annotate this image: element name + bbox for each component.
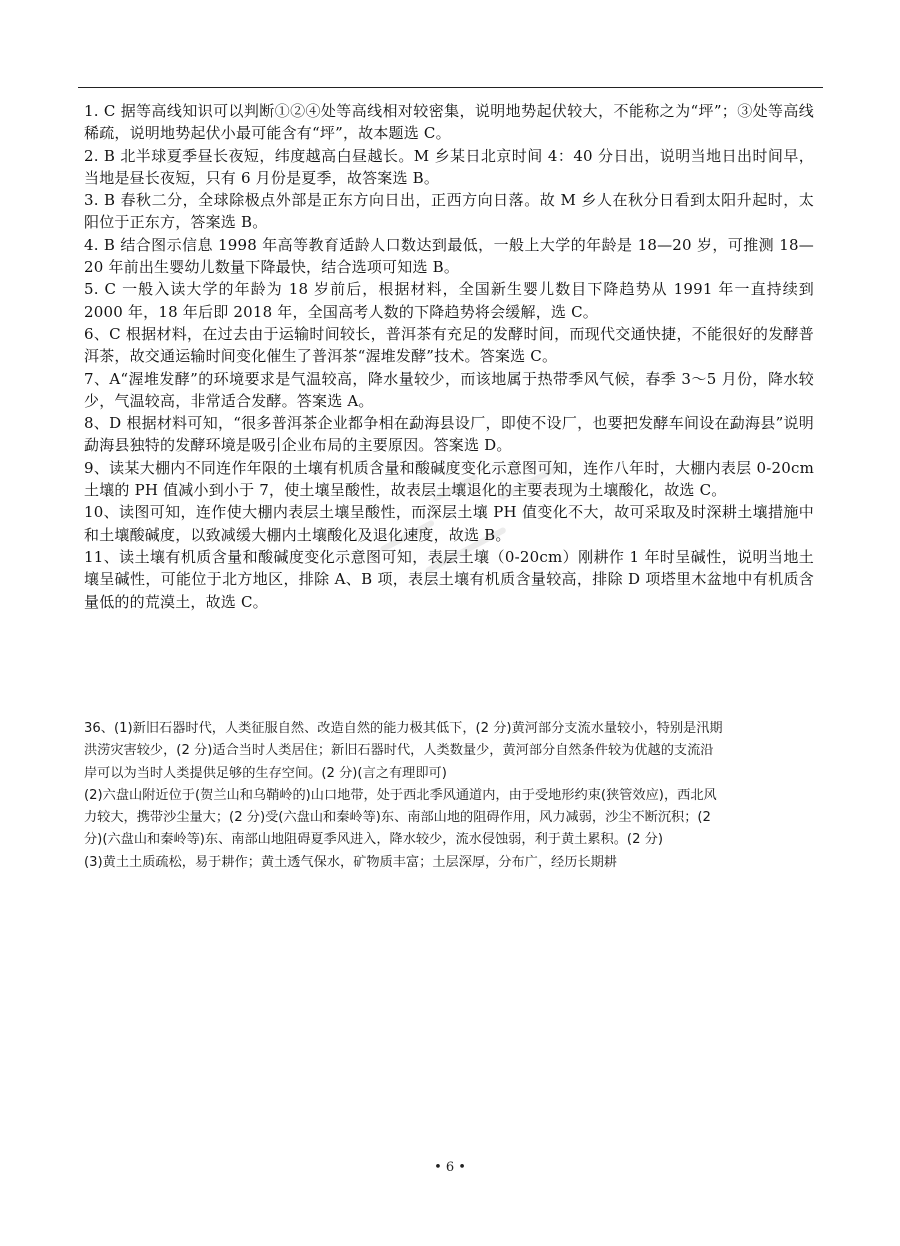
answer-item: 10、读图可知，连作使大棚内表层土壤呈酸性，而深层土壤 PH 值变化不大，故可采取及时深耕土壤措施中和土壤酸碱度，以致减缓大棚内土壤酸化及退化速度，故选 B。 — [84, 503, 814, 544]
header-rule — [78, 87, 823, 88]
answer-item: 7、A“渥堆发酵”的环境要求是气温较高，降水量较少，而该地属于热带季风气候，春季 3～5 月份，降水较少，气温较高，非常适合发酵。答案选 A。 — [84, 369, 814, 410]
answer-item: 6、C 根据材料，在过去由于运输时间较长，普洱茶有充足的发酵时间，而现代交通快捷，不能很好的发酵普洱茶，故交通运输时间变化催生了普洱茶“渥堆发酵”技术。答案选 C。 — [84, 324, 814, 366]
essay-paragraph: 36、(1)新旧石器时代，人类征服自然、改造自然的能力极其低下，(2 分)黄河部分支流水量较小，特别是汛期洪涝灾害较少，(2 分)适合当时人类居住；新旧石器时代，人类数量少，黄河部分自然条件较为优越的支流沿岸可以为当时人类提供足够的生存空间。(2 分)(言之有理即可) — [84, 721, 723, 781]
answer-item: 3. B 春秋二分，全球除极点外部是正东方向日出，正西方向日落。故 M 乡人在秋分日看到太阳升起时，太阳位于正东方，答案选 B。 — [84, 191, 814, 232]
answer-item: 2. B 北半球夏季昼长夜短，纬度越高白昼越长。M 乡某日北京时间 4：40 分日出，说明当地日出时间早，当地是昼长夜短，只有 6 月份是夏季，故答案选 B。 — [84, 146, 814, 187]
answer-item: 5. C 一般入读大学的年龄为 18 岁前后，根据材料，全国新生婴儿数目下降趋势从 1991 年一直持续到 2000 年，18 年后即 2018 年，全国高考人数的下降趋势将会缓解，选 C。 — [84, 280, 819, 321]
answer-item: 9、读某大棚内不同连作年限的土壤有机质含量和酸碱度变化示意图可知，连作八年时，大棚内表层 0-20cm 土壤的 PH 值减小到小于 7，使土壤呈酸性，故表层土壤退化的主要表现为土壤酸化，故选 C。 — [84, 458, 819, 500]
answer-item: 1. C 据等高线知识可以判断①②④处等高线相对较密集，说明地势起伏较大，不能称之为“坪”；③处等高线稀疏，说明地势起伏小最可能含有“坪”，故本题选 C。 — [84, 102, 814, 143]
answer-item: 4. B 结合图示信息 1998 年高等教育适龄人口数达到最低，一般上大学的年龄是 18—20 岁，可推测 18—20 年前出生婴幼儿数量下降最快，结合选项可知选 B。 — [84, 235, 814, 277]
essay-paragraph: (3)黄土土质疏松，易于耕作；黄土透气保水，矿物质丰富；土层深厚，分布广，经历长期耕 — [84, 854, 617, 870]
essay-paragraph: (2)六盘山附近位于(贺兰山和乌鞘岭的)山口地带，处于西北季风通道内，由于受地形约束(狭管效应)，西北风力较大，携带沙尘量大；(2 分)受(六盘山和秦岭等)东、南部山地的阻碍作用，风力减弱，沙尘不断沉积；(2 分)(六盘山和秦岭等)东、南部山地阻碍夏季风进入，降水较少，流水侵蚀弱，利于黄土累积。(2 分) — [84, 787, 717, 848]
answer-item: 11、读土壤有机质含量和酸碱度变化示意图可知，表层土壤（0-20cm）刚耕作 1 年时呈碱性，说明当地土壤呈碱性，可能位于北方地区，排除 A、B 项，表层土壤有机质含量较高，排除 D 项塔里木盆地中有机质含量低的的荒漠土，故选 C。 — [84, 547, 814, 611]
answer-explanations — [84, 100, 819, 613]
page-number: • 6 • — [434, 1160, 466, 1175]
essay-answer-36 — [84, 718, 724, 874]
answer-item: 8、D 根据材料可知，“很多普洱茶企业都争相在勐海县设厂，即使不设厂，也要把发酵车间设在勐海县”说明勐海县独特的发酵环境是吸引企业布局的主要原因。答案选 D。 — [84, 414, 814, 455]
